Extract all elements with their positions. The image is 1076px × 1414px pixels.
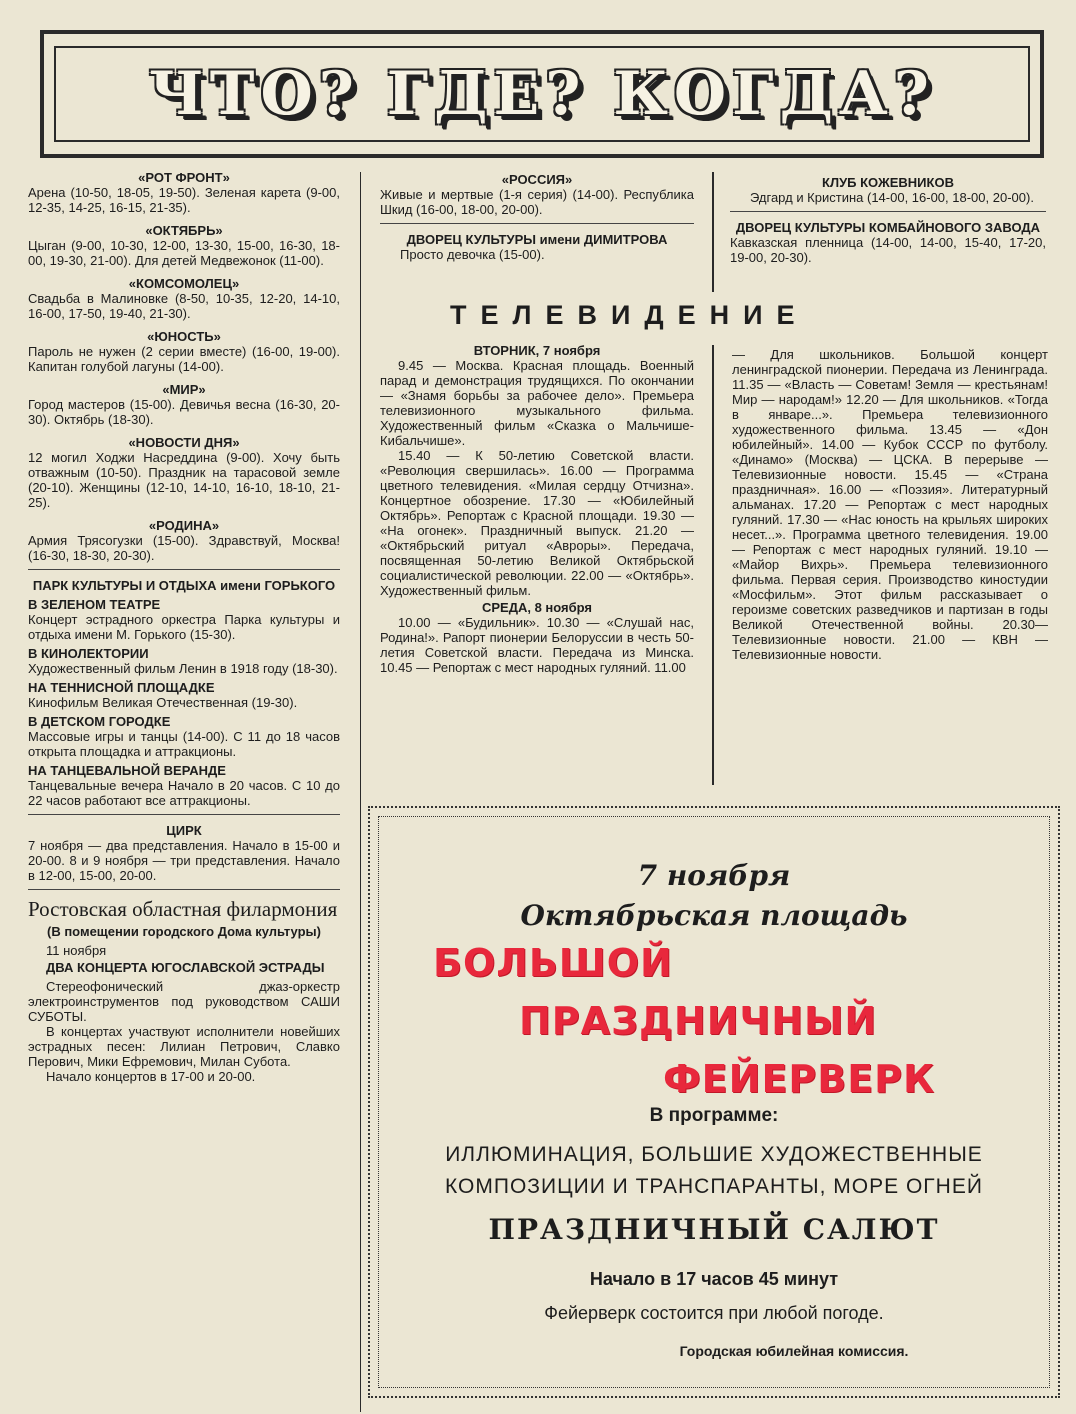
- ad-place: Октябрьская площадь: [520, 899, 908, 932]
- masthead-inner: [54, 46, 1030, 142]
- left-column: [28, 170, 340, 1084]
- ad-weather-note: Фейерверк состоится при любой погоде.: [544, 1303, 884, 1323]
- divider: [380, 223, 694, 224]
- tv-program: — Для школьников. Большой концерт ленинградской пионерии. Передача из Ленинграда. 11.35 — «Власть — Советам! Земля — крестьянам! Мир — народам!» 12.20 — Для школьников. «Тогда в январе...». Премьера телевизионного художественного фильма. 13.45 — «Дон юбилейный». 14.00 — Кубок СССР по футболу. «Динамо» (Москва) — ЦСКА. В перерыве — Телевизионные новости. 15.45 — «Страна праздничная». 16.00 — «Поэзия». Литературный альманах. 17.20 — Репортаж с мест народных гуляний. 17.30 — «Нас юность на крыльях широких несет...». Программа цветного телевидения. 19.00 — Репортаж с мест народных гуляний. 19.10 — «Майор Вихрь». Премьера телевизионного фильма. Первая серия. Производство киностудии «Мосфильм». Этот фильм рассказывает о героизме советских разведчиков и партизан в годы Великой Отечественной войны. 20.30—Телевизионные новости. 21.00 — КВН — Телевизионные новости.: [732, 347, 1048, 662]
- concert-text: В концертах участвуют исполнители новейших эстрадных песен: Лилиан Петрович, Славко Перович, Мики Ефремович, Милан Субота.: [28, 1024, 340, 1069]
- concert-date: 11 ноября: [46, 943, 107, 958]
- cinema-title: «ОКТЯБРЬ»: [145, 223, 223, 238]
- tv-column-rule: [712, 345, 714, 785]
- philharmonic-title: Ростовская областная филармония: [28, 897, 338, 921]
- tv-program: 9.45 — Москва. Красная площадь. Военный парад и демонстрация трудящихся. По окончании — «Знамя борьбы за рабочее дело». Премьера телевизионного музыкального фильма. Художественный фильм «Сказка о Мальчише-Кибальчише».: [380, 358, 694, 448]
- ad-program-line: КОМПОЗИЦИИ И ТРАНСПАРАНТЫ, МОРЕ ОГНЕЙ: [445, 1175, 983, 1198]
- park-event: Танцевальные вечера Начало в 20 часов. С 10 до 22 часов работают все аттракционы.: [28, 778, 340, 808]
- concert-headline: ДВА КОНЦЕРТА ЮГОСЛАВСКОЙ ЭСТРАДЫ: [46, 960, 325, 975]
- ad-headline-2: ПРАЗДНИЧНЫЙ: [519, 999, 878, 1043]
- cinema-schedule: Цыган (9-00, 10-30, 12-00, 13-30, 15-00, 16-30, 18-00, 19-30, 21-00). Для детей Медвежонок (11-00).: [28, 238, 340, 268]
- cinema-title: «РОДИНА»: [148, 518, 220, 533]
- tv-column-2: [732, 347, 1048, 662]
- cinema-title: «РОССИЯ»: [501, 172, 573, 187]
- divider: [730, 211, 1046, 212]
- cinema-schedule: Пароль не нужен (2 серии вместе) (16-00, 19-00). Капитан голубой лагуны (14-00).: [28, 344, 340, 374]
- ad-date: 7 ноября: [637, 859, 791, 892]
- ad-program-line: ИЛЛЮМИНАЦИЯ, БОЛЬШИЕ ХУДОЖЕСТВЕННЫЕ: [445, 1143, 983, 1166]
- column-rule-right: [712, 172, 714, 292]
- masthead-box: [40, 30, 1044, 158]
- circus-title: ЦИРК: [166, 823, 202, 838]
- park-event: Художественный фильм Ленин в 1918 году (18-30).: [28, 661, 338, 676]
- ad-start-time: Начало в 17 часов 45 минут: [589, 1269, 839, 1289]
- tv-title: ТЕЛЕВИДЕНИЕ: [450, 300, 809, 330]
- tv-column-1: [380, 343, 694, 675]
- cinema-schedule: Арена (10-50, 18-05, 19-50). Зеленая карета (9-00, 12-35, 14-25, 16-15, 21-35).: [28, 185, 340, 215]
- divider: [28, 569, 340, 570]
- park-venue: НА ТЕННИСНОЙ ПЛОЩАДКЕ: [28, 680, 215, 695]
- park-venue: В ДЕТСКОМ ГОРОДКЕ: [28, 714, 171, 729]
- park-venue: В ЗЕЛЕНОМ ТЕАТРЕ: [28, 597, 161, 612]
- divider: [28, 889, 340, 890]
- ad-salute: ПРАЗДНИЧНЫЙ САЛЮТ: [488, 1213, 940, 1246]
- cinema-schedule: Эдгард и Кристина (14-00, 16-00, 18-00, 20-00).: [750, 190, 1034, 205]
- middle-top-column: [380, 172, 694, 262]
- concert-text: Начало концертов в 17-00 и 20-00.: [46, 1069, 256, 1084]
- cinema-schedule: Просто девочка (15-00).: [400, 247, 545, 262]
- column-rule-left: [360, 172, 361, 1412]
- park-title: ПАРК КУЛЬТУРЫ И ОТДЫХА имени ГОРЬКОГО: [32, 578, 336, 593]
- cinema-title: «КОМСОМОЛЕЦ»: [128, 276, 240, 291]
- ad-headline-3: ФЕЙЕРВЕРК: [663, 1057, 936, 1101]
- park-event: Концерт эстрадного оркестра Парка культуры и отдыха имени М. Горького (15-30).: [28, 612, 340, 642]
- cinema-schedule: Живые и мертвые (1-я серия) (14-00). Республика Шкид (16-00, 18-00, 20-00).: [380, 187, 694, 217]
- cinema-title: КЛУБ КОЖЕВНИКОВ: [822, 175, 954, 190]
- cinema-schedule: Город мастеров (15-00). Девичья весна (16-30, 20-30). Октябрь (18-30).: [28, 397, 340, 427]
- cinema-schedule: Свадьба в Малиновке (8-50, 10-35, 12-20, 14-10, 16-00, 17-50, 19-40, 21-30).: [28, 291, 340, 321]
- tv-day: СРЕДА, 8 ноября: [481, 600, 593, 615]
- cinema-title: «ЮНОСТЬ»: [147, 329, 221, 344]
- concert-text: Стереофонический джаз-оркестр электроинструментов под руководством САШИ СУБОТЫ.: [28, 979, 340, 1024]
- fireworks-ad: [368, 806, 1060, 1398]
- ad-headline-1: БОЛЬШОЙ: [433, 941, 673, 985]
- cinema-schedule: Кавказская пленница (14-00, 14-00, 15-40, 17-20, 19-00, 20-30).: [730, 235, 1046, 265]
- tv-day: ВТОРНИК, 7 ноября: [473, 343, 601, 358]
- fireworks-ad-inner: [378, 816, 1050, 1388]
- cinema-schedule: 12 могил Ходжи Насреддина (9-00). Хочу быть отважным (10-50). Праздник на тарасовой земле (20-10). Женщины (12-10, 14-10, 16-10, 18-10, 21-25).: [28, 450, 340, 510]
- cinema-title: ДВОРЕЦ КУЛЬТУРЫ КОМБАЙНОВОГО ЗАВОДА: [735, 220, 1041, 235]
- cinema-title: «НОВОСТИ ДНЯ»: [128, 435, 240, 450]
- park-venue: НА ТАНЦЕВАЛЬНОЙ ВЕРАНДЕ: [28, 763, 226, 778]
- cinema-title: «РОТ ФРОНТ»: [138, 170, 230, 185]
- right-top-column: [730, 175, 1046, 265]
- ad-program-label: В программе:: [649, 1105, 779, 1126]
- park-event: Кинофильм Великая Отечественная (19-30).: [28, 695, 298, 710]
- masthead-title: ЧТО? ГДЕ? КОГДА?: [149, 59, 935, 129]
- philharmonic-venue: (В помещении городского Дома культуры): [47, 924, 321, 939]
- tv-program: 15.40 — К 50-летию Советской власти. «Революция свершилась». 16.00 — Программа цветного телевидения. «Милая сердцу Отчизна». Концертное обозрение. 17.30 — «Юбилейный Октябрь». Репортаж с Красной площади. 19.30 — «На огонек». Праздничный выпуск. 21.20 — «Октябрьский ритуал «Авроры». Передача, посвященная 50-летию Великой Октябрьской социалистической революции. 22.00 — «Октябрь». Художественный фильм.: [380, 448, 694, 598]
- cinema-schedule: Армия Трясогузки (15-00). Здравствуй, Москва! (16-30, 18-30, 20-30).: [28, 533, 340, 563]
- park-event: Массовые игры и танцы (14-00). С 11 до 18 часов открыта площадка и аттракционы.: [28, 729, 340, 759]
- park-venue: В КИНОЛЕКТОРИИ: [28, 646, 149, 661]
- ad-commission: Городская юбилейная комиссия.: [679, 1343, 909, 1359]
- tv-program: 10.00 — «Будильник». 10.30 — «Слушай нас, Родина!». Рапорт пионерии Белоруссии в честь 50-летия Советской власти. Передача из Минска. 10.45 — Репортаж с мест народных гуляний. 11.00: [380, 615, 694, 675]
- cinema-title: ДВОРЕЦ КУЛЬТУРЫ имени ДИМИТРОВА: [406, 232, 668, 247]
- cinema-title: «МИР»: [162, 382, 206, 397]
- circus-schedule: 7 ноября — два представления. Начало в 15-00 и 20-00. 8 и 9 ноября — три представления. Начало в 12-00, 15-00, 20-00.: [28, 838, 340, 883]
- divider: [28, 814, 340, 815]
